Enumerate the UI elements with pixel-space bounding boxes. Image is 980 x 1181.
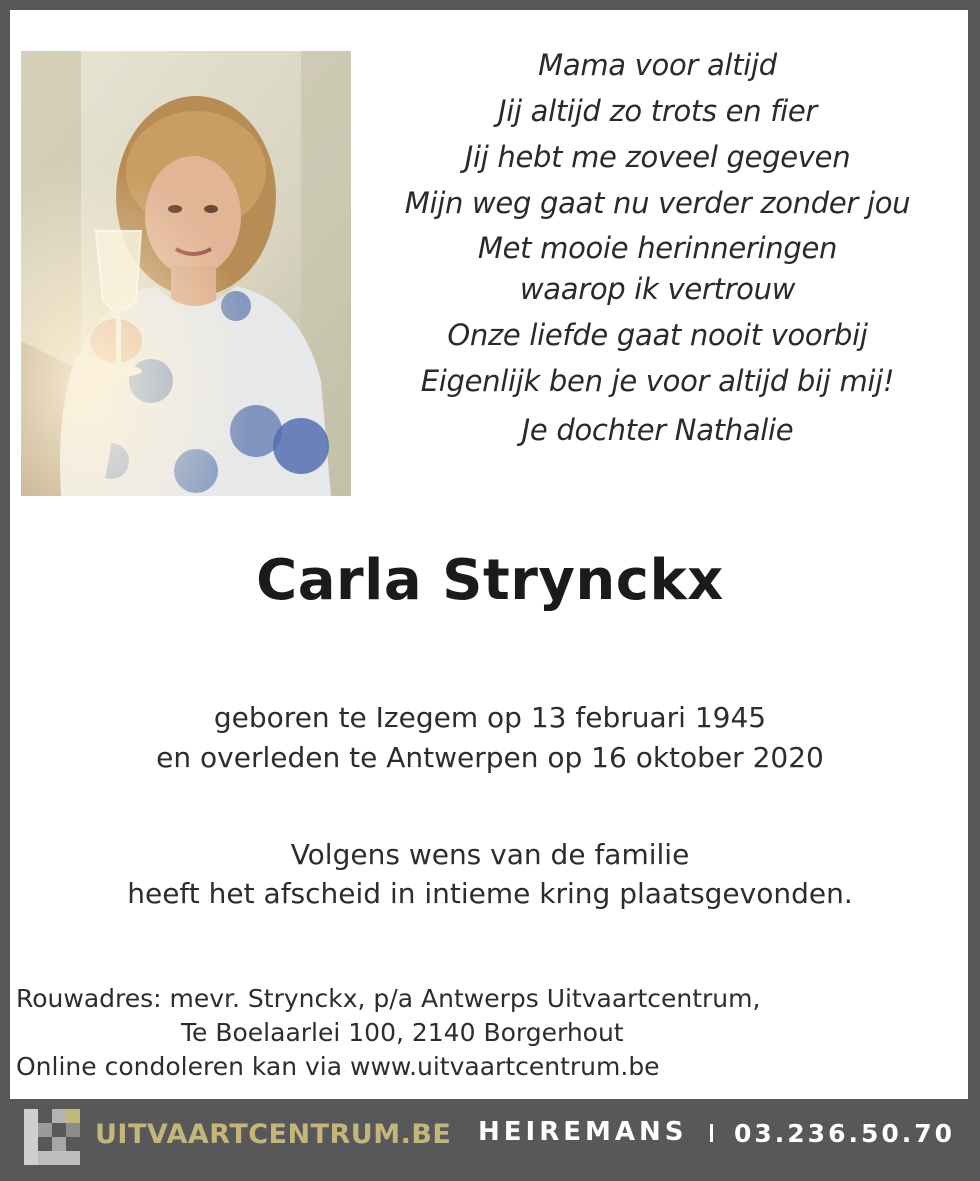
farewell-notice (0, 835, 980, 913)
uitvaartcentrum-logo-icon (24, 1109, 80, 1165)
poem-line: Jij hebt me zoveel gegeven (464, 140, 851, 174)
notice-line: Volgens wens van de familie (290, 838, 690, 871)
notice-line: heeft het afscheid in intieme kring plaatsgevonden. (127, 877, 853, 910)
death-line: en overleden te Antwerpen op 16 oktober 2020 (156, 741, 824, 774)
poem-line: Onze liefde gaat nooit voorbij (447, 318, 868, 352)
poem (400, 44, 915, 451)
address-line: Rouwadres: mevr. Strynckx, p/a Antwerps Uitvaartcentrum, (16, 984, 761, 1013)
poem-line: Mijn weg gaat nu verder zonder jou (404, 186, 911, 220)
deceased-name: Carla Strynckx (256, 548, 724, 613)
portrait-photo (21, 51, 351, 496)
separator (710, 1124, 713, 1142)
poem-signature: Je dochter Nathalie (521, 413, 794, 447)
poem-line: Mama voor altijd (538, 48, 777, 82)
condolence-line: Online condoleren kan via www.uitvaartcentrum.be (16, 1052, 660, 1081)
phone-number: 03.236.50.70 (734, 1119, 956, 1148)
poem-line: Jij altijd zo trots en fier (497, 94, 818, 128)
birth-line: geboren te Izegem op 13 februari 1945 (213, 701, 767, 734)
brand-name: UITVAARTCENTRUM.BE (95, 1119, 452, 1150)
poem-line: Eigenlijk ben je voor altijd bij mij! (420, 364, 895, 398)
poem-line: Met mooie herinneringen (477, 231, 838, 265)
footer-bar (0, 1099, 980, 1181)
mourning-address (16, 982, 760, 1084)
company-name: HEIREMANS (478, 1117, 688, 1147)
life-dates (0, 698, 980, 778)
address-line: Te Boelaarlei 100, 2140 Borgerhout (181, 1018, 624, 1047)
poem-line: waarop ik vertrouw (519, 272, 796, 306)
